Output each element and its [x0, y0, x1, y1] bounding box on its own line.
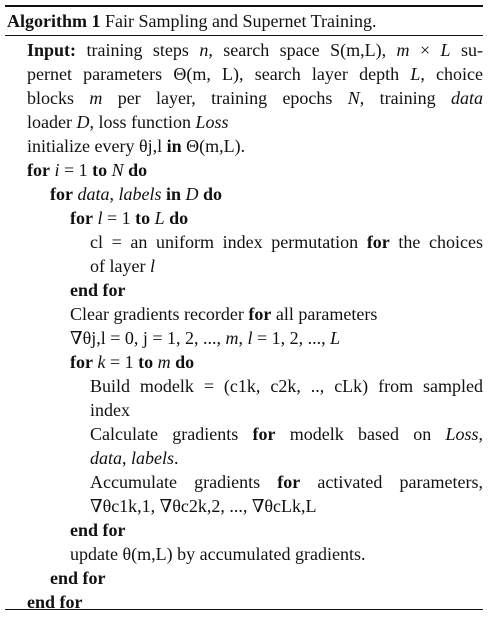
- algorithm-line: [90, 374, 483, 398]
- caption-rule: [5, 35, 483, 36]
- line-text: loader D, loss function Loss: [27, 112, 229, 132]
- algorithm-line: [27, 158, 483, 182]
- line-text: end for: [27, 592, 83, 612]
- algorithm-line: [90, 254, 483, 278]
- algorithm-line: [90, 230, 483, 254]
- algorithm-line: [27, 62, 483, 86]
- algorithm-line: [27, 134, 483, 158]
- line-text: Clear gradients recorder for all parameters: [70, 304, 378, 324]
- line-text: end for: [50, 568, 106, 588]
- line-text: cl = an uniform index permutation for the choices: [90, 232, 483, 252]
- line-text: data, labels.: [90, 448, 179, 468]
- algorithm-line: [90, 470, 483, 494]
- line-text: of layer l: [90, 256, 155, 276]
- line-text: for i = 1 to N do: [27, 160, 148, 180]
- line-text: end for: [70, 520, 126, 540]
- algorithm-line: [70, 302, 483, 326]
- algorithm-line: [27, 590, 483, 614]
- algorithm-line: [70, 518, 483, 542]
- algorithm-line: [70, 542, 483, 566]
- algorithm-line: [27, 110, 483, 134]
- line-text: Build modelk = (c1k, c2k, .., cLk) from sampled: [90, 376, 483, 396]
- line-text: update θ(m,L) by accumulated gradients.: [70, 544, 366, 564]
- line-text: end for: [70, 280, 126, 300]
- algorithm-line: [90, 422, 483, 446]
- bottom-rule: [5, 609, 483, 610]
- line-text: index: [90, 400, 130, 420]
- line-text: Calculate gradients for modelk based on Loss,: [90, 424, 483, 444]
- algorithm-title: Fair Sampling and Supernet Training.: [105, 11, 377, 31]
- input-keyword: Input:: [27, 40, 77, 60]
- algorithm-caption: [7, 10, 377, 32]
- line-text: for data, labels in D do: [50, 184, 223, 204]
- algorithm-line: [50, 182, 483, 206]
- algorithm-line: [27, 86, 483, 110]
- line-text: ∇θj,l = 0, j = 1, 2, ..., m, l = 1, 2, ..., L: [70, 328, 341, 348]
- line-text: pernet parameters Θ(m, L), search layer depth L, choice: [27, 64, 484, 84]
- top-rule: [5, 5, 483, 7]
- algorithm-line: [90, 446, 483, 470]
- line-text: Accumulate gradients for activated parameters,: [90, 472, 483, 492]
- algorithm-label: Algorithm 1: [7, 11, 101, 31]
- line-text: initialize every θj,l in Θ(m,L).: [27, 136, 246, 156]
- algorithm-line: [70, 278, 483, 302]
- line-text: for l = 1 to L do: [70, 208, 189, 228]
- line-text: for k = 1 to m do: [70, 352, 195, 372]
- algorithm-line: [90, 494, 483, 518]
- algorithm-line: [70, 350, 483, 374]
- line-text: blocks m per layer, training epochs N, training data: [27, 88, 483, 108]
- algorithm-line: [70, 206, 483, 230]
- line-text: training steps n, search space S(m,L), m × L su-: [86, 40, 483, 60]
- algorithm-line: [27, 38, 483, 62]
- line-text: ∇θc1k,1, ∇θc2k,2, ..., ∇θcLk,L: [90, 496, 317, 516]
- algorithm-line: [90, 398, 483, 422]
- algorithm-line: [50, 566, 483, 590]
- algorithm-line: [70, 326, 483, 350]
